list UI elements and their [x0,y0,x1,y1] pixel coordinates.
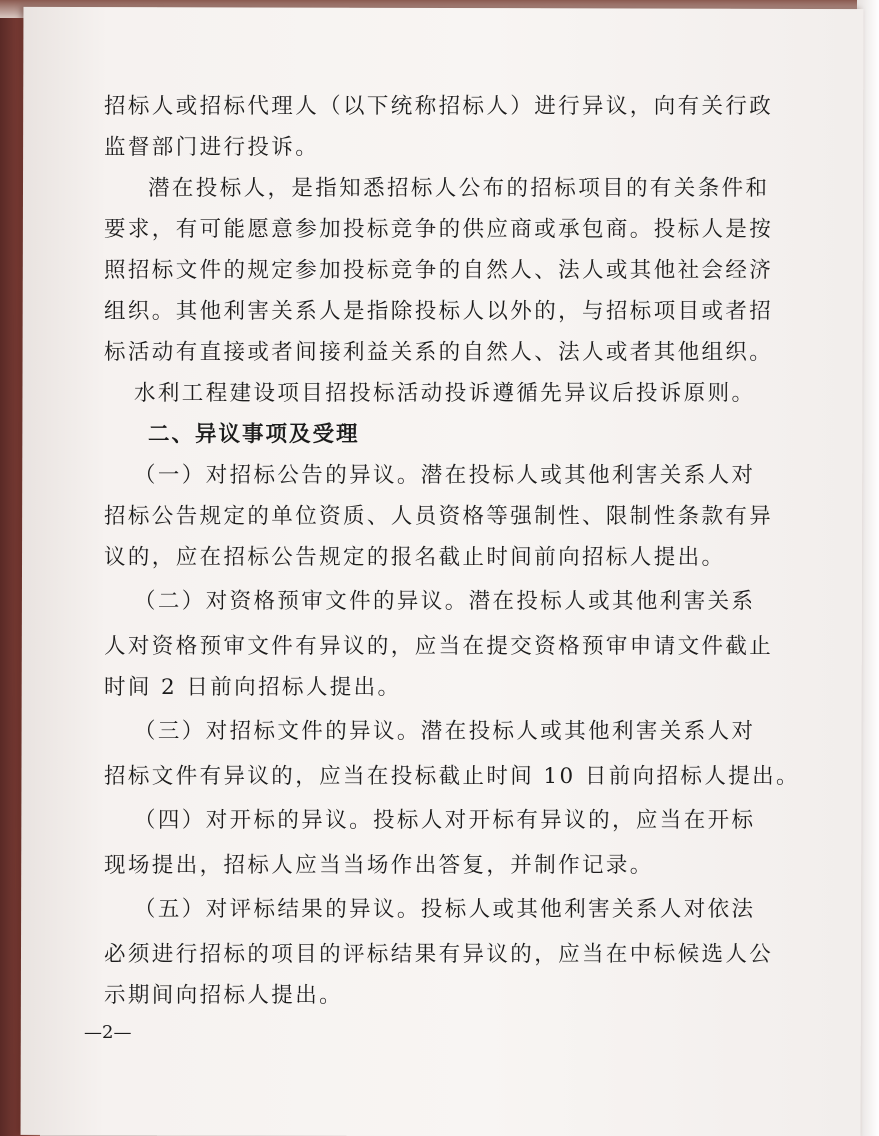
paragraph-line: 要求，有可能愿意参加投标竞争的供应商或承包商。投标人是按 [104,217,774,242]
paragraph-line: 必须进行招标的项目的评标结果有异议的，应当在中标候选人公 [104,942,774,967]
paragraph-line: 议的，应在招标公告规定的报名截止时间前向招标人提出。 [104,545,726,570]
paragraph-line: 人对资格预审文件有异议的，应当在提交资格预审申请文件截止 [104,634,774,659]
paragraph-line: 照招标文件的规定参加投标竞争的自然人、法人或其他社会经济 [104,258,774,283]
paragraph-line: 招标人或招标代理人（以下统称招标人）进行异议，向有关行政 [104,94,774,119]
paragraph-line: 标活动有直接或者间接利益关系的自然人、法人或者其他组织。 [104,340,774,365]
section-heading: 二、异议事项及受理 [148,422,360,447]
paragraph-line: （一）对招标公告的异议。潜在投标人或其他利害关系人对 [134,463,756,488]
paragraph-line: （三）对招标文件的异议。潜在投标人或其他利害关系人对 [134,719,756,744]
paragraph-line: 水利工程建设项目招投标活动投诉遵循先异议后投诉原则。 [134,381,756,406]
paragraph-line: 现场提出，招标人应当当场作出答复，并制作记录。 [104,853,654,878]
document-body [104,86,800,1016]
page-number: —2— [84,1022,132,1043]
paragraph-line: 时间 2 日前向招标人提出。 [104,675,402,700]
paragraph-line: 潜在投标人，是指知悉招标人公布的招标项目的有关条件和 [148,176,770,201]
paragraph-line: 示期间向招标人提出。 [104,983,344,1008]
paragraph-line: 监督部门进行投诉。 [104,135,320,160]
paragraph-line: （四）对开标的异议。投标人对开标有异议的，应当在开标 [134,808,756,833]
paragraph-line: 组织。其他利害关系人是指除投标人以外的，与招标项目或者招 [104,299,774,324]
paragraph-line: 招标公告规定的单位资质、人员资格等强制性、限制性条款有异 [104,504,774,529]
paragraph-line: （五）对评标结果的异议。投标人或其他利害关系人对依法 [134,897,756,922]
paragraph-line: （二）对资格预审文件的异议。潜在投标人或其他利害关系 [134,589,756,614]
paragraph-line: 招标文件有异议的，应当在投标截止时间 10 日前向招标人提出。 [104,764,800,789]
